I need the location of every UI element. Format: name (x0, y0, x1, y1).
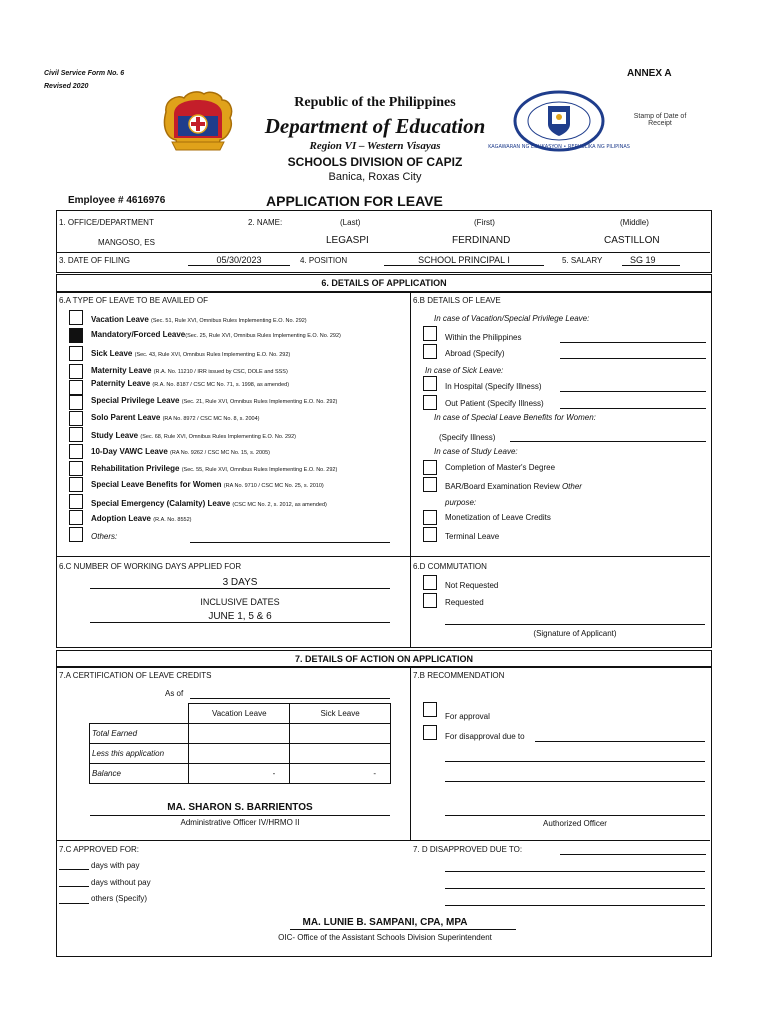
section-7-title: 7. DETAILS OF ACTION ON APPLICATION (294, 654, 473, 664)
requested-label: Requested (445, 598, 484, 607)
authorized-officer-label: Authorized Officer (543, 819, 607, 828)
checkbox-solo-parent[interactable] (69, 411, 83, 426)
authorized-officer-line[interactable] (445, 815, 705, 816)
col-vacation-header: Vacation Leave (189, 704, 290, 724)
checkbox-rehabilitation[interactable] (69, 461, 83, 476)
row-total-earned: Total Earned (90, 724, 189, 744)
terminal-label: Terminal Leave (445, 532, 500, 541)
checkbox-requested[interactable] (423, 593, 437, 608)
checkbox-study-leave[interactable] (69, 427, 83, 442)
checkbox-within-philippines[interactable] (423, 326, 437, 341)
days-without-pay-label: days without pay (91, 878, 151, 887)
vacation-heading: In case of Vacation/Special Privilege Leave: (434, 314, 590, 323)
leave-item: Paternity Leave (R.A. No. 8187 / CSC MC No. 71, s. 1998, as amended) (91, 379, 290, 388)
less-application-sick[interactable] (290, 744, 391, 764)
last-name-label: (Last) (340, 218, 361, 227)
table-row (90, 744, 391, 764)
working-days-value[interactable]: 3 DAYS (90, 577, 390, 589)
purpose-label: purpose: (445, 498, 477, 507)
balance-vacation[interactable]: - (189, 764, 290, 784)
first-name-label: (First) (474, 218, 495, 227)
abroad-label: Abroad (Specify) (445, 349, 505, 358)
last-name-value[interactable]: LEGASPI (326, 235, 369, 246)
leave-item: Special Leave Benefits for Women (RA No. 9710 / CSC MC No. 25, s. 2010) (91, 480, 324, 489)
checkbox-vawc-leave[interactable] (69, 444, 83, 459)
seal-text: KAGAWARAN NG EDUKASYON • REPUBLIKA NG PILIPINAS (488, 144, 630, 150)
leave-item: 10-Day VAWC Leave (RA No. 9262 / CSC MC No. 15, s. 2005) (91, 447, 270, 456)
leave-item: Adoption Leave (R.A. No. 8552) (91, 514, 192, 523)
checkbox-others[interactable] (69, 527, 83, 542)
form-number: Civil Service Form No. 6 (44, 70, 125, 77)
row-balance: Balance (90, 764, 189, 784)
row-less-application: Less this application (90, 744, 189, 764)
leave-item: Vacation Leave (Sec. 51, Rule XVI, Omnibus Rules Implementing E.O. No. 292) (91, 315, 307, 324)
table-row (90, 764, 391, 784)
monetization-label: Monetization of Leave Credits (445, 513, 551, 522)
commutation-title: 6.D COMMUTATION (413, 562, 487, 571)
address-heading: Banica, Roxas City (328, 171, 422, 183)
checkbox-in-hospital[interactable] (423, 376, 437, 391)
position-label: 4. POSITION (300, 256, 348, 265)
salary-value[interactable]: SG 19 (622, 255, 680, 266)
checkbox-masters[interactable] (423, 460, 437, 475)
department-heading: Department of Education (264, 114, 486, 138)
leave-credits-table (89, 703, 391, 784)
women-heading: In case of Special Leave Benefits for Women: (434, 413, 596, 422)
as-of-input[interactable] (190, 698, 390, 699)
section-6-title: 6. DETAILS OF APPLICATION (321, 278, 447, 288)
as-of-label: As of (165, 689, 184, 698)
final-signatory-name: MA. LUNIE B. SAMPANI, CPA, MPA (302, 917, 468, 928)
total-earned-vacation[interactable] (189, 724, 290, 744)
checkbox-special-privilege[interactable] (69, 395, 83, 410)
hrmo-name: MA. SHARON S. BARRIENTOS (167, 802, 313, 813)
checkbox-vacation-leave[interactable] (69, 310, 83, 325)
days-without-pay-input[interactable] (59, 886, 89, 887)
study-heading: In case of Study Leave: (434, 447, 518, 456)
name-label: 2. NAME: (248, 218, 283, 227)
checkbox-bar-review[interactable] (423, 477, 437, 492)
masters-label: Completion of Master's Degree (445, 463, 556, 472)
sick-heading: In case of Sick Leave: (425, 366, 504, 375)
inclusive-dates-label: INCLUSIVE DATES (200, 597, 280, 607)
checkbox-adoption-leave[interactable] (69, 510, 83, 525)
checkbox-paternity-leave[interactable] (69, 380, 83, 395)
checkbox-for-approval[interactable] (423, 702, 437, 717)
checkbox-forced-leave[interactable] (69, 328, 83, 343)
salary-label: 5. SALARY (562, 256, 603, 265)
middle-name-label: (Middle) (620, 218, 649, 227)
middle-name-value[interactable]: CASTILLON (604, 235, 660, 246)
form-title: APPLICATION FOR LEAVE (266, 193, 443, 209)
kagawaran-seal (488, 90, 630, 152)
first-name-value[interactable]: FERDINAND (452, 235, 511, 246)
others-specify-label: others (Specify) (91, 894, 148, 903)
others-specify-input[interactable] (59, 903, 89, 904)
checkbox-women-benefits[interactable] (69, 477, 83, 492)
checkbox-for-disapproval[interactable] (423, 725, 437, 740)
final-signatory-title: OIC- Office of the Assistant Schools Division Superintendent (278, 933, 492, 942)
checkbox-out-patient[interactable] (423, 395, 437, 410)
total-earned-sick[interactable] (290, 724, 391, 744)
hrmo-title: Administrative Officer IV/HRMO II (180, 818, 300, 827)
checkbox-monetization[interactable] (423, 510, 437, 525)
leave-item: Solo Parent Leave (RA No. 8972 / CSC MC No. 8, s. 2004) (91, 413, 260, 422)
leave-item: Rehabilitation Privilege (Sec. 55, Rule XVI, Omnibus Rules Implementing E.O. No. 292) (91, 464, 338, 473)
inclusive-dates-value[interactable]: JUNE 1, 5 & 6 (90, 611, 390, 623)
leave-item: Special Emergency (Calamity) Leave (CSC MC No. 2, s. 2012, as amended) (91, 499, 327, 508)
approved-for-title: 7.C APPROVED FOR: (59, 845, 140, 854)
checkbox-terminal[interactable] (423, 527, 437, 542)
form-revised: Revised 2020 (44, 83, 89, 90)
leave-item: Special Privilege Leave (Sec. 21, Rule XVI, Omnibus Rules Implementing E.O. No. 292) (91, 396, 338, 405)
working-days-title: 6.C NUMBER OF WORKING DAYS APPLIED FOR (59, 562, 242, 571)
recommendation-title: 7.B RECOMMENDATION (413, 671, 505, 680)
region-heading: Region VI – Western Visayas (309, 140, 441, 152)
out-patient-label: Out Patient (Specify Illness) (445, 399, 544, 408)
applicant-signature-label: (Signature of Applicant) (533, 629, 617, 638)
type-of-leave-title: 6.A TYPE OF LEAVE TO BE AVAILED OF (59, 296, 208, 305)
date-filing-label: 3. DATE OF FILING (59, 256, 130, 265)
balance-sick[interactable]: - (290, 764, 391, 784)
for-disapproval-label: For disapproval due to (445, 732, 525, 741)
within-philippines-label: Within the Philippines (445, 333, 522, 342)
leave-item: Sick Leave (Sec. 43, Rule XVI, Omnibus Rules Implementing E.O. No. 292) (91, 349, 291, 358)
disapproved-title: 7. D DISAPPROVED DUE TO: (413, 845, 523, 854)
details-leave-title: 6.B DETAILS OF LEAVE (413, 296, 501, 305)
checkbox-maternity-leave[interactable] (69, 364, 83, 379)
certification-title: 7.A CERTIFICATION OF LEAVE CREDITS (59, 671, 212, 680)
in-hospital-label: In Hospital (Specify Illness) (445, 382, 542, 391)
employee-number: Employee # 4616976 (68, 195, 166, 206)
checkbox-not-requested[interactable] (423, 575, 437, 590)
days-with-pay-input[interactable] (59, 869, 89, 870)
office-label: 1. OFFICE/DEPARTMENT (59, 218, 154, 227)
leave-item: Study Leave (Sec. 68, Rule XVI, Omnibus Rules Implementing E.O. No. 292) (91, 431, 296, 440)
annex-label: ANNEX A (627, 68, 672, 79)
table-row (90, 724, 391, 744)
applicant-signature-line[interactable] (445, 624, 705, 625)
bar-review-label: BAR/Board Examination Review Other (445, 482, 582, 491)
position-value[interactable]: SCHOOL PRINCIPAL I (384, 255, 544, 266)
others-label: Others: (91, 532, 118, 541)
checkbox-calamity-leave[interactable] (69, 494, 83, 509)
deped-logo (160, 90, 236, 156)
less-application-vacation[interactable] (189, 744, 290, 764)
others-input[interactable] (190, 542, 390, 543)
division-heading: SCHOOLS DIVISION OF CAPIZ (287, 155, 463, 169)
leave-item: Mandatory/Forced Leave(Sec. 25, Rule XVI, Omnibus Rules Implementing E.O. No. 292) (91, 330, 341, 339)
office-value[interactable]: MANGOSO, ES (98, 238, 155, 247)
stamp-date-receipt: Stamp of Date of Receipt (633, 113, 687, 127)
col-sick-header: Sick Leave (290, 704, 391, 724)
checkbox-sick-leave[interactable] (69, 346, 83, 361)
leave-item: Maternity Leave (R.A. No. 11210 / IRR issued by CSC, DOLE and SSS) (91, 366, 288, 375)
date-filing-value[interactable]: 05/30/2023 (188, 255, 290, 266)
specify-illness-label: (Specify Illness) (439, 433, 496, 442)
days-with-pay-label: days with pay (91, 861, 140, 870)
for-approval-label: For approval (445, 712, 490, 721)
not-requested-label: Not Requested (445, 581, 499, 590)
republic-heading: Republic of the Philippines (294, 95, 456, 110)
checkbox-abroad[interactable] (423, 344, 437, 359)
